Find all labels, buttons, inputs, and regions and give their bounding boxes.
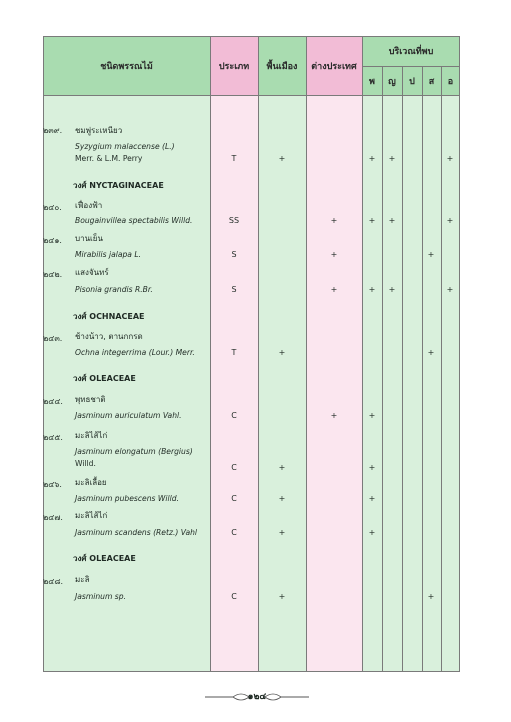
area-mark: + xyxy=(368,411,376,420)
area-mark: + xyxy=(388,154,396,163)
rule-v3 xyxy=(306,36,307,672)
area-mark: + xyxy=(368,463,376,472)
type-code: C xyxy=(231,494,237,503)
native-mark: + xyxy=(278,348,286,357)
thai-name: แสงจันทร์ xyxy=(75,268,109,277)
area-mark: + xyxy=(446,154,454,163)
native-mark: + xyxy=(278,154,286,163)
area-mark: + xyxy=(368,216,376,225)
area-mark: + xyxy=(427,348,435,357)
family-heading: วงศ์ OLEACEAE xyxy=(73,374,136,383)
rule-bottom xyxy=(43,671,460,672)
area-mark: + xyxy=(368,154,376,163)
rule-v4 xyxy=(362,36,363,672)
row-number: ๒๔๓. xyxy=(43,334,63,343)
thai-name: พุทธชาติ xyxy=(75,395,106,404)
native-mark: + xyxy=(278,463,286,472)
rule-v5 xyxy=(382,66,383,672)
area-mark: + xyxy=(388,216,396,225)
scientific-name: Jasminum auriculatum Vahl. xyxy=(75,411,182,420)
foreign-mark: + xyxy=(330,411,338,420)
area-mark: + xyxy=(388,285,396,294)
scientific-name: Mirabilis jalapa L. xyxy=(75,250,142,259)
scientific-name: Ochna integerrima (Lour.) Merr. xyxy=(75,348,195,357)
area-mark: + xyxy=(368,285,376,294)
header-area-4: อ xyxy=(441,66,460,95)
row-number: ๒๔๑. xyxy=(43,236,62,245)
scientific-name: Bougainvillea spectabilis Willd. xyxy=(75,216,193,225)
header-area-3: ส xyxy=(422,66,441,95)
header-area-0: พ xyxy=(362,66,382,95)
thai-name: มะลิไส้ไก่ xyxy=(75,511,108,520)
page-number-ornament xyxy=(203,690,311,704)
type-code: C xyxy=(231,411,237,420)
thai-name: มะลิ xyxy=(75,575,90,584)
foreign-mark: + xyxy=(330,216,338,225)
row-number: ๒๔๘. xyxy=(43,577,64,586)
row-number: ๒๔๐. xyxy=(43,203,62,212)
scientific-name: Jasminum scandens (Retz.) Vahl xyxy=(75,528,198,537)
species-table xyxy=(43,36,460,672)
type-code: T xyxy=(231,348,237,357)
row-number: ๒๔๒. xyxy=(43,270,63,279)
type-code: SS xyxy=(228,216,240,225)
col-foreign-bg xyxy=(306,36,362,672)
area-mark: + xyxy=(446,285,454,294)
author-name: Merr. & L.M. Perry xyxy=(75,154,143,163)
type-code: S xyxy=(231,250,237,259)
rule-v6 xyxy=(402,66,403,672)
rule-v9 xyxy=(459,36,460,672)
scientific-name: Jasminum pubescens Willd. xyxy=(75,494,179,503)
rule-v2 xyxy=(258,36,259,672)
col-areas-bg xyxy=(362,36,460,672)
header-found-area: บริเวณที่พบ xyxy=(362,36,460,66)
type-code: C xyxy=(231,528,237,537)
row-number: ๒๔๕. xyxy=(43,433,63,442)
rule-v1 xyxy=(210,36,211,672)
foreign-mark: + xyxy=(330,285,338,294)
row-number: ๒๔๖. xyxy=(43,480,62,489)
type-code: S xyxy=(231,285,237,294)
row-number: ๒๔๗. xyxy=(43,513,63,522)
scientific-name: Pisonia grandis R.Br. xyxy=(75,285,153,294)
family-heading: วงศ์ OCHNACEAE xyxy=(73,312,145,321)
thai-name: ชมพู่ระเหนียว xyxy=(75,126,123,135)
scientific-name: Jasminum sp. xyxy=(75,592,126,601)
thai-name: ช้างน้าว, ตานกกรด xyxy=(75,332,143,341)
thai-name: บานเย็น xyxy=(75,234,103,243)
native-mark: + xyxy=(278,494,286,503)
area-mark: + xyxy=(368,494,376,503)
rule-areas-split xyxy=(362,66,460,67)
header-area-2: ป xyxy=(402,66,422,95)
rule-v8 xyxy=(441,66,442,672)
family-heading: วงศ์ NYCTAGINACEAE xyxy=(73,181,164,190)
header-area-1: ญ xyxy=(382,66,402,95)
row-number: ๒๔๔. xyxy=(43,397,63,406)
rule-header-bottom xyxy=(43,95,460,96)
rule-v7 xyxy=(422,66,423,672)
scientific-name: Syzygium malaccense (L.) xyxy=(75,142,175,151)
header-native: พื้นเมือง xyxy=(258,36,306,95)
header-type: ประเภท xyxy=(210,36,258,95)
header-foreign: ต่างประเทศ xyxy=(306,36,362,95)
area-mark: + xyxy=(427,250,435,259)
rule-top xyxy=(43,36,460,37)
type-code: C xyxy=(231,592,237,601)
type-code: C xyxy=(231,463,237,472)
area-mark: + xyxy=(427,592,435,601)
native-mark: + xyxy=(278,528,286,537)
thai-name: มะลิไส้ไก่ xyxy=(75,431,108,440)
family-heading: วงศ์ OLEACEAE xyxy=(73,554,136,563)
page-number: ๑๒๔ xyxy=(247,692,267,702)
foreign-mark: + xyxy=(330,250,338,259)
native-mark: + xyxy=(278,592,286,601)
row-number: ๒๓๙. xyxy=(43,126,63,135)
header-species: ชนิดพรรณไม้ xyxy=(43,36,210,95)
type-code: T xyxy=(231,154,237,163)
area-mark: + xyxy=(446,216,454,225)
author-name: Willd. xyxy=(75,459,96,468)
scientific-name: Jasminum elongatum (Bergius) xyxy=(75,447,193,456)
area-mark: + xyxy=(368,528,376,537)
thai-name: มะลิเลื้อย xyxy=(75,478,107,487)
thai-name: เฟื่องฟ้า xyxy=(75,201,103,210)
